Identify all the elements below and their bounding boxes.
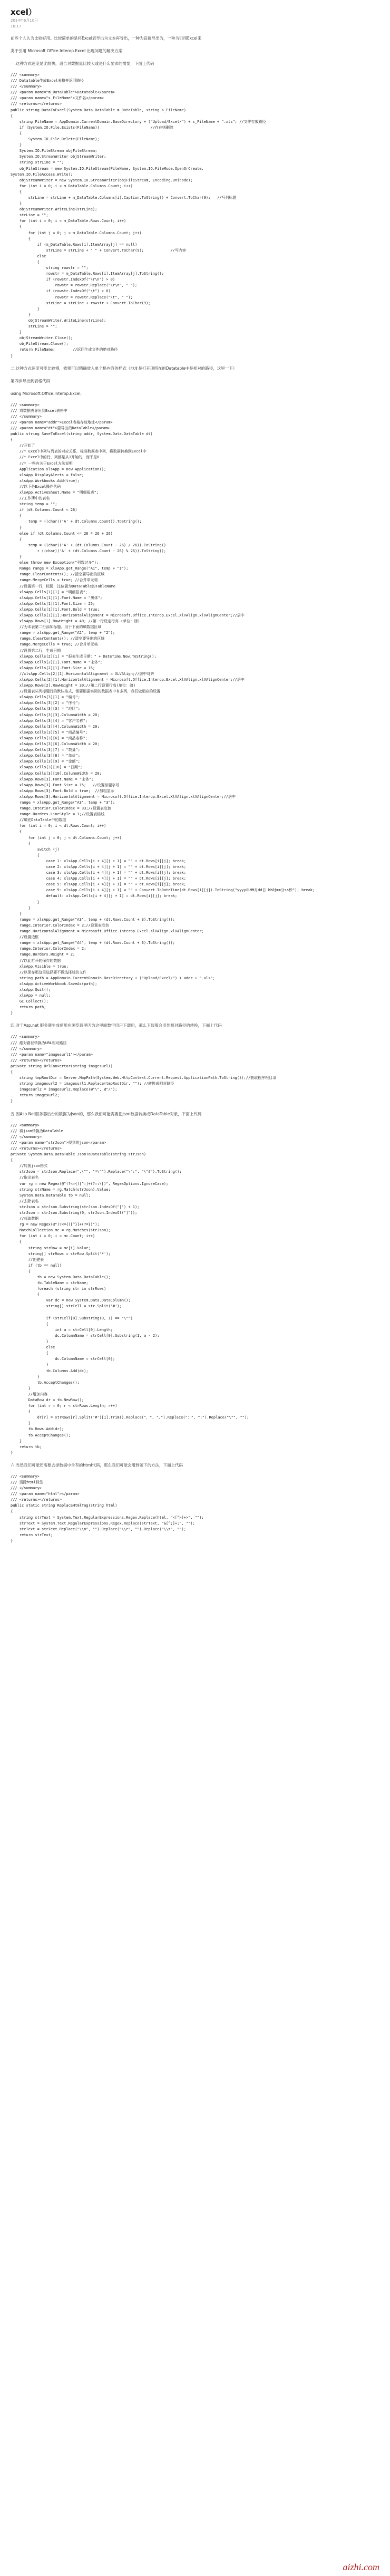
intro-paragraph-2: 类于引用 Microsoft.Office.Interop.Excel 出现问题的解决方案: [11, 49, 123, 53]
section-1-heading: 一.这种方式速度是比较快，适合对数据量比较大或是什么要求的需要，下面上代码: [11, 61, 154, 66]
intro-paragraph: 前些个人认为比较好用。比较简单的是将Excel表导出为文本再导出，一种为直接导出为，一种为引用Excel来: [11, 36, 202, 41]
section-2-subheading: 第四步导出到表格代码: [11, 378, 50, 383]
code-block-replacehtmltag: /// <summary> /// 清除html标签 /// </summary> /// <param name="html"></param> /// <returns></returns> public static string ReplaceHtmlTag(string html) { string strText = System.Text.RegularExpressions.Regex.Replace(html, "<[^>]+>", ""); strText = System.Text.RegularExpressions.Regex.Replace(strText, "&[^;]+;", ""); strText = strText.Replace("\\n", "").Replace("\\r", "").Replace("\\t", ""); return strText; }: [11, 1474, 204, 1543]
section-3-heading: 四.对于Asp.net 服务器生成使用在浏览器里因为这里面数字用户下载用，那么下载都会用到相对路径的转换，下面上代码: [11, 1023, 222, 1028]
section-5-heading: 六.当然我们可能还需要去掉数据中含有的html代码，那么我们可能会用到如下的方法，下面上代码: [11, 1462, 183, 1468]
site-watermark: aizhi.com: [343, 2562, 379, 2572]
article-date: 2014年6月10日: [11, 18, 38, 23]
code-block-urlconvertor: /// <summary> /// 绝对路径转换为URL相对路径 /// </summary> /// <param name="imagesurl1"></param> /// <returns></returns> private string UrlConvertor(string imagesurl1) { string tmpRootDir = Server.MapPath(System.Web.HttpContext.Current.Request.ApplicationPath.ToString());//获取程序根目录 string imagesurl2 = imagesurl1.Replace(tmpRootDir, ""); //转换成相对路径 imagesurl2 = imagesurl2.Replace(@"\", @"/"); return imagesurl2; }: [11, 1035, 277, 1104]
section-2-heading: 二.这种方式速度可能比较慢，效果可以精确放入单个格内容的样式（地址是打开项所在的Datatable中是相对的路径，这里一下）: [11, 365, 237, 371]
code-block-savetoexcel: /// <summary> /// 将数据表导出到Excel表格中 /// </summary> /// <param name="addr">Excel表格存放地址</param> /// <param name="dt">要导出的DataTable</param> public string SaveToExcel(string addr, System.Data.DataTable dt) { //开始了 //* Excel中列与列表的对应关系，标准数据表中列，将数据转换到Excel中 //* Excel中的行，列都是从1开始的，而不是0 //* 一些有关于Excel方法说明 Application xlsApp = new Application(); xlsApp.DisplayAlerts = false; xlsApp.Workbooks.Add(true); //以下是Excel操作代码 xlsApp.ActiveSheet.Name = "明细报表"; //工作簿中的表名 string temp = ""; if (dt.Columns.Count < 26) { temp = ((char)('A' + dt.Columns.Count)).ToString(); } else if (dt.Columns.Count <= 26 * 26 + 26) { temp = ((char)('A' + (dt.Columns.Count - 26) / 26)).ToString() + ((char)('A' + (dt.Columns.Count - 26) % 26)).ToString(); } else throw new Exception("列数过多"); Range range = xlsApp.get_Range("A1", temp + "1"); range.ClearContents(); //清空要导出的区域 range.MergeCells = true; //合并单元格 //设置第一行，标题，注位置为DataTable的TableName xlsApp.Cells[1][1] = "明细报表"; xlsApp.Cells[1][1].Font.Name = "黑体"; xlsApp.Cells[1][1].Font.Size = 25; xlsApp.Cells[1][1].Font.Bold = true; xlsApp.Cells[1][1].HorizontalAlignment = Microsoft.Office.Interop.Excel.XlVAlign.xlVAlignCenter;//居中 xlsApp.Rows[1].RowHeight = 40; //第一行设定行高 (单位：磅) //为本表第二行添加标题、用于下面的填数据区域 range = xlsApp.get_Range("A2", temp + "2"); range.ClearContents(); //清空要导出的区域 range.MergeCells = true; //合并单元格 //设置第二行，生成日期 xlsApp.Cells[2][1] = "报表生成日期：" + DateTime.Now.ToString(); xlsApp.Cells[2][1].Font.Name = "宋体"; xlsApp.Cells[2][1].Font.Size = 15; //xlsApp.Cells[2][1].HorizontalAlignment = XLVAlign;//居中对齐 xlsApp.Cells[2][1].HorizontalAlignment = Microsoft.Office.Interop.Excel.XlVAlign.xlVAlignCenter;//居中 xlsApp.Rows[2].RowHeight = 30;//第二行设置行高(单位：磅) //设置表头列标题行的默认格式，需要根据实际的数据表中有多列，我们做相应的设置 xlsApp.Cells[3][1] = "编号"; xlsApp.Cells[3][2] = "序号"; xlsApp.Cells[3][3] = "地区"; xlsApp.Cells[3][3].ColumnWidth = 20; xlsApp.Cells[3][4] = "客户名称"; xlsApp.Cells[3][4].ColumnWidth = 20; xlsApp.Cells[3][5] = "商品编号"; xlsApp.Cells[3][6] = "商品名称"; xlsApp.Cells[3][6].ColumnWidth = 20; xlsApp.Cells[3][7] = "数量"; xlsApp.Cells[3][8] = "单价"; xlsApp.Cells[3][9] = "金额"; xlsApp.Cells[3][10] = "日期"; xlsApp.Cells[3][10].ColumnWidth = 20; xlsApp.Rows[3].Font.Name = "宋体"; xlsApp.Rows[3].Font.Size = 15; //设置标题字号 xlsApp.Rows[3].Font.Bold = true; //加粗显示 xlsApp.Rows[3].HorizontalAlignment = Microsoft.Office.Interop.Excel.XlVAlign.xlVAlignCenter;//居中 range = xlsApp.get_Range("A3", temp + "3"); range.Interior.ColorIndex = 33;//设置表底色 range.Borders.LineStyle = 1;//设置表格线 //填充DataTable中的数据 for (int i = 0; i < dt.Rows.Count; i++) { for (int j = 0; j < dt.Columns.Count; j++) { switch (j) { case 1: xlsApp.Cells[i + 4][j + 1] = "" + dt.Rows[i][j]; break; case 2: xlsApp.Cells[i + 4][j + 1] = "" + dt.Rows[i][j]; break; case 3: xlsApp.Cells[i + 4][j + 1] = "" + dt.Rows[i][j]; break; case 4: xlsApp.Cells[i + 4][j + 1] = "" + dt.Rows[i][j]; break; case 5: xlsApp.Cells[i + 4][j + 1] = "" + dt.Rows[i][j]; break; case 9: xlsApp.Cells[i + 4][j + 1] = "" + Convert.ToDateTime(dt.Rows[i][j]).ToString("yyyy年MM月dd日 hh时mm分ss秒"); break; default: xlsApp.Cells[i + 4][j + 1] = dt.Rows[i][j]; break; } } } range = xlsApp.get_Range("A3", temp + (dt.Rows.Count + 3).ToString()); range.Interior.ColorIndex = 2;//设置表底色 range.HorizontalAlignment = Microsoft.Office.Interop.Excel.XlVAlign.xlVAlignCenter; //设置边框 range = xlsApp.get_Range("A4", temp + (dt.Rows.Count + 3).ToString()); range.Interior.ColorIndex = 2; range.Borders.Weight = 2; //以此打开的保存的数据 xlsApp.Visible = true; //以保存那这里选择要不做选择过的文件 string path = AppDomain.CurrentDomain.BaseDirectory + ("Upload/Excel/") + addr + ".xls"; xlsApp.ActiveWorkbook.SaveAs(path); xlsApp.Quit(); xlsApp = null; GC.Collect(); return path; }: [11, 402, 315, 1016]
article-time: 16:17: [11, 24, 22, 28]
using-statement: using Microsoft.Office.Interop.Excel;: [11, 391, 82, 396]
code-block-datatoexcel: /// <summary> /// Datatable生成Excel表格并返回路径 /// </summary> /// <param name="m_DataTable">Datatable</param> /// <param name="s_FileName">文件名</param> /// <returns></returns> public string DataToExcel(System.Data.DataTable m_DataTable, string s_FileName) { string FileName = AppDomain.CurrentDomain.BaseDirectory + ("Upload/Excel/") + s_FileName + ".xls"; //文件存放路径 if (System.IO.File.Exists(FileName)) //存在则删除 { System.IO.File.Delete(FileName); } System.IO.FileStream objFileStream; System.IO.StreamWriter objStreamWriter; string strLine = ""; objFileStream = new System.IO.FileStream(FileName, System.IO.FileMode.OpenOrCreate, System.IO.FileAccess.Write); objStreamWriter = new System.IO.StreamWriter(objFileStream, Encoding.Unicode); for (int i = 0; i < m_DataTable.Columns.Count; i++) { strLine = strLine + m_DataTable.Columns[i].Caption.ToString() + Convert.ToChar(9); //写列标题 } objStreamWriter.WriteLine(strLine); strLine = ""; for (int i = 0; i < m_DataTable.Rows.Count; i++) { for (int j = 0; j < m_DataTable.Columns.Count; j++) { if (m_DataTable.Rows[i].ItemArray[j] == null) strLine = strLine + " " + Convert.ToChar(9); //写内容 else { string rowstr = ""; rowstr = m_DataTable.Rows[i].ItemArray[j].ToString(); if (rowstr.IndexOf("\r\n") > 0) rowstr = rowstr.Replace("\r\n", " "); if (rowstr.IndexOf("\t") > 0) rowstr = rowstr.Replace("\t", " "); strLine = strLine + rowstr + Convert.ToChar(9); } } objStreamWriter.WriteLine(strLine); strLine = ""; } objStreamWriter.Close(); objFileStream.Close(); return FileName; //返回生成文件的绝对路径 }: [11, 73, 266, 358]
code-block-jsontodatatable: /// <summary> /// 将json转换为DataTable /// </summary> /// <param name="strJson">得到的json</param> /// <returns></returns> private System.Data.DataTable JsonToDataTable(string strJson) { //转换json格式 strJson = strJson.Replace(",\"", "*\"").Replace("\":", "\"#").ToString(); //取出表名 var rg = new Regex(@"(?<={)[^:]+(?=:\[)", RegexOptions.IgnoreCase); string strName = rg.Match(strJson).Value; System.Data.DataTable tb = null; //去除表名 strJson = strJson.Substring(strJson.IndexOf("[") + 1); strJson = strJson.Substring(0, strJson.IndexOf("]")); //获取数据 rg = new Regex(@"(?<={)[^}]+(?=})"); MatchCollection mc = rg.Matches(strJson); for (int i = 0; i < mc.Count; i++) { string strRow = mc[i].Value; string[] strRows = strRow.Split('*'); //创建表 if (tb == null) { tb = new System.Data.DataTable(); tb.TableName = strName; foreach (string str in strRows) { var dc = new System.Data.DataColumn(); string[] strCell = str.Split('#'); if (strCell[0].Substring(0, 1) == "\"") { int a = strCell[0].Length; dc.ColumnName = strCell[0].Substring(1, a - 2); } else { dc.ColumnName = strCell[0]; } tb.Columns.Add(dc); } tb.AcceptChanges(); } //增加内容 DataRow dr = tb.NewRow(); for (int r = 0; r < strRows.Length; r++) { dr[r] = strRows[r].Split('#')[1].Trim().Replace("，", ",").Replace("：", ":").Replace("\"", ""); } tb.Rows.Add(dr); tb.AcceptChanges(); } return tb; }: [11, 1123, 249, 1455]
article-title: xcel）: [11, 7, 36, 17]
document-page: [0, 6, 390, 2576]
section-4-heading: 五.因Asp.Net服务器后台的数据为Json的，那么我们可能需要把json数据转换成DataTable对象，下面上代码: [11, 1111, 202, 1116]
